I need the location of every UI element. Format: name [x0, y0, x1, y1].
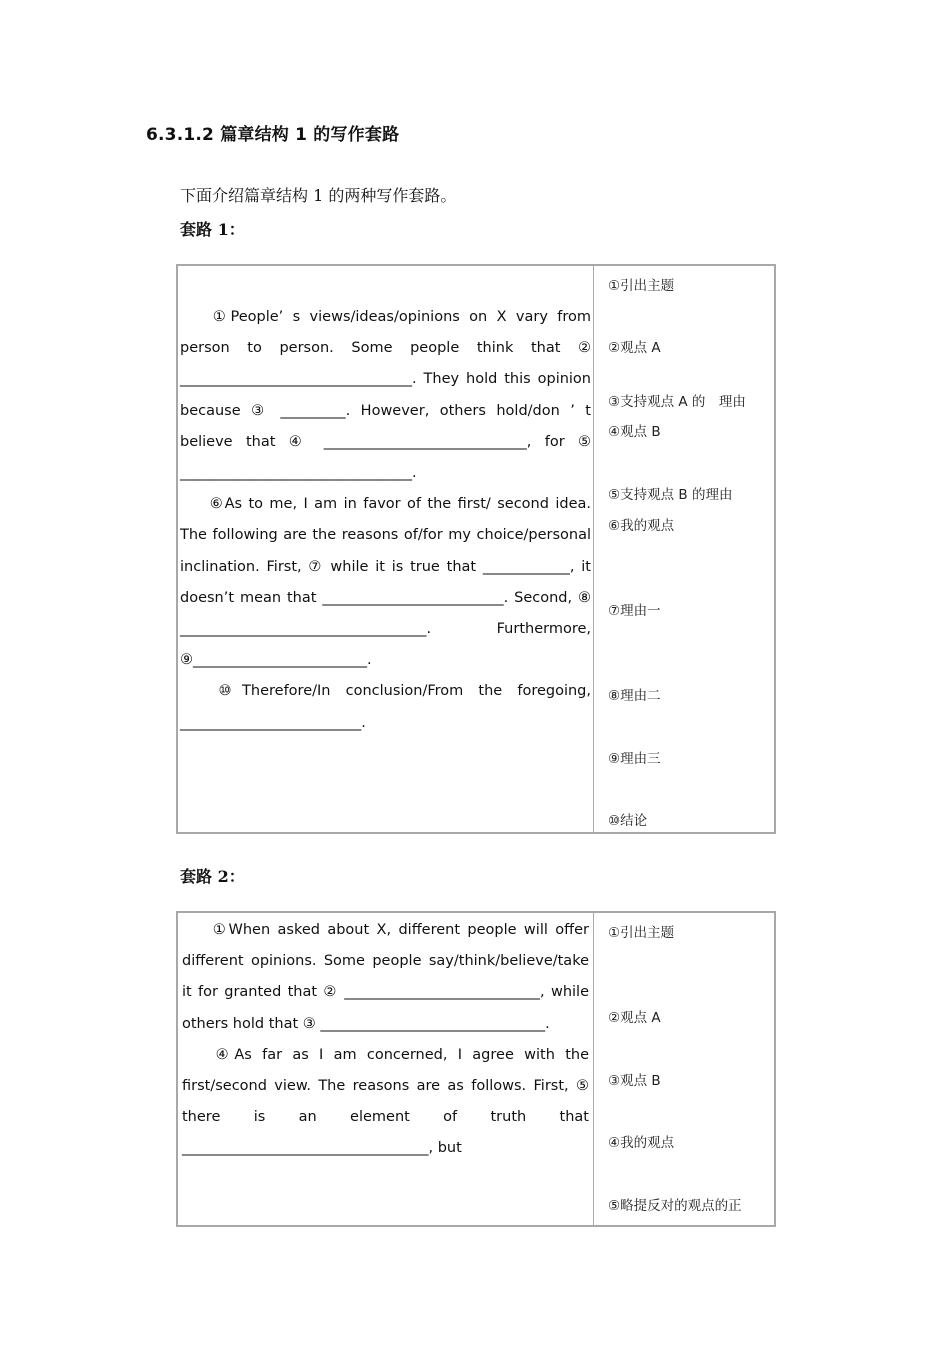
section-heading: 6.3.1.2 篇章结构 1 的写作套路 — [146, 125, 400, 145]
pattern2-notes-cell — [594, 913, 774, 1225]
pattern1-paragraph: ⑩Therefore/In conclusion/From the foregoing, _________________________. — [180, 683, 591, 731]
note-reason-view-b: ⑤支持观点 B 的理由 — [608, 487, 733, 503]
note-my-view: ④我的观点 — [608, 1135, 675, 1151]
pattern1-text-cell — [178, 266, 594, 832]
pattern1-paragraph: ⑥As to me, I am in favor of the first/ second idea. The following are the reasons of/for my choice/personal inclination. First, ⑦ while it is true that ____________, it doesn’t mean that _________________________. Second, ⑧ __________________________________. Furthermore, ⑨________________________. — [180, 496, 591, 669]
note-opposing-view: ⑤略提反对的观点的正 — [608, 1198, 742, 1214]
note-conclusion: ⑩结论 — [608, 813, 648, 829]
note-my-view: ⑥我的观点 — [608, 518, 675, 534]
note-reason-view-a: ③支持观点 A 的 理由 — [608, 394, 746, 410]
note-intro-topic: ①引出主题 — [608, 925, 675, 941]
note-view-b: ③观点 B — [608, 1073, 661, 1089]
note-view-a: ②观点 A — [608, 340, 661, 356]
pattern1-paragraph: ①People’ s views/ideas/opinions on X vary from person to person. Some people think that ② ________________________________. They hold this opinion because ③ _________. However, others hold/don ’ t believe that ④ ____________________________, for ⑤ ________________________________. — [180, 309, 591, 482]
pattern1-label: 套路 1： — [180, 220, 245, 239]
note-reason-two: ⑧理由二 — [608, 688, 661, 704]
pattern2-text-cell — [178, 913, 594, 1225]
note-intro-topic: ①引出主题 — [608, 278, 675, 294]
pattern2-paragraph: ①When asked about X, different people will offer different opinions. Some people say/think/believe/take it for granted that ② ___________________________, while others hold that ③ _______________________________. — [182, 922, 589, 1032]
pattern2-table — [176, 911, 776, 1227]
pattern1-table — [176, 264, 776, 834]
pattern2-paragraph: ④As far as I am concerned, I agree with the first/second view. The reasons are as follows. First, ⑤ there is an element of truth that __________________________________, but — [182, 1046, 589, 1157]
intro-text: 下面介绍篇章结构 1 的两种写作套路。 — [180, 186, 457, 205]
note-reason-three: ⑨理由三 — [608, 751, 661, 767]
pattern2-label: 套路 2： — [180, 867, 245, 886]
note-view-a: ②观点 A — [608, 1010, 661, 1026]
note-reason-one: ⑦理由一 — [608, 603, 661, 619]
pattern1-notes-cell — [594, 266, 774, 832]
note-view-b: ④观点 B — [608, 424, 661, 440]
